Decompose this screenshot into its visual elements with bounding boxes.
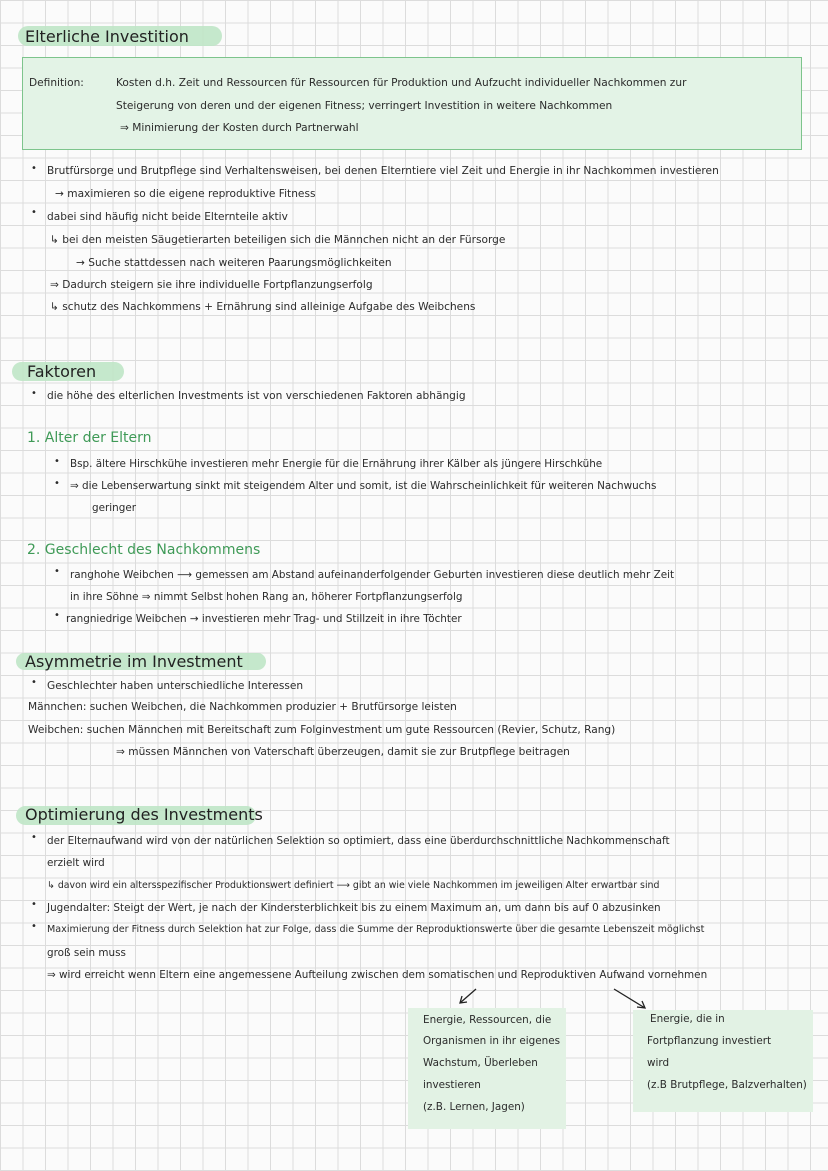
text-line: Jugendalter: Steigt der Wert, je nach der Kindersterblichkeit bis zu einem Maximum an, um dann bis auf 0 abzusinken <box>47 902 661 914</box>
box-line: investieren <box>423 1079 481 1091</box>
box-line: Energie, die in <box>650 1013 725 1025</box>
bullet-dot: • <box>31 388 37 399</box>
bullet-dot: • <box>31 207 37 218</box>
bullet-dot: • <box>31 163 37 174</box>
text-line: rangniedrige Weibchen → investieren mehr Trag- und Stillzeit in ihre Töchter <box>66 613 462 625</box>
text-line: Männchen: suchen Weibchen, die Nachkommen produzier + Brutfürsorge leisten <box>28 701 457 713</box>
text-line: Brutfürsorge und Brutpflege sind Verhaltensweisen, bei denen Elterntiere viel Zeit und Energie in ihr Nachkommen investieren <box>47 165 719 177</box>
text-line: ⇒ wird erreicht wenn Eltern eine angemessene Aufteilung zwischen dem somatischen und Reproduktiven Aufwand vornehmen <box>47 969 708 981</box>
text-line: ↳ davon wird ein altersspezifischer Produktionswert definiert ⟶ gibt an wie viele Nachkommen im jeweiligen Alter erwartbar sind <box>47 880 660 891</box>
text-line: groß sein muss <box>47 947 126 959</box>
section-title-optimierung: Optimierung des Investments <box>25 805 263 824</box>
definition-line: ⇒ Minimierung der Kosten durch Partnerwahl <box>120 122 359 134</box>
box-line: wird <box>647 1057 670 1069</box>
text-line: ↳ bei den meisten Säugetierarten beteiligen sich die Männchen nicht an der Fürsorge <box>50 234 506 246</box>
definition-line: Kosten d.h. Zeit und Ressourcen für Ressourcen für Produktion und Aufzucht individueller Nachkommen zur <box>116 77 687 89</box>
text-line: ↳ schutz des Nachkommens + Ernährung sind alleinige Aufgabe des Weibchens <box>50 301 476 313</box>
section-title-elterliche-investition: Elterliche Investition <box>25 27 189 46</box>
section-title-asymmetrie: Asymmetrie im Investment <box>25 652 243 671</box>
box-line: (z.B. Lernen, Jagen) <box>423 1101 525 1113</box>
bullet-dot: • <box>31 899 37 910</box>
bullet-dot: • <box>54 478 60 489</box>
definition-line: Steigerung von deren und der eigenen Fitness; verringert Investition in weitere Nachkommen <box>116 100 613 112</box>
bullet-dot: • <box>54 610 60 621</box>
subheading-geschlecht: 2. Geschlecht des Nachkommens <box>27 542 261 558</box>
text-line: der Elternaufwand wird von der natürlichen Selektion so optimiert, dass eine überdurchschnittliche Nachkommenschaft <box>47 835 670 847</box>
text-line: geringer <box>92 502 136 514</box>
bullet-dot: • <box>54 456 60 467</box>
box-line: Organismen in ihr eigenes <box>423 1035 561 1047</box>
subheading-alter: 1. Alter der Eltern <box>27 430 152 446</box>
text-line: ranghohe Weibchen ⟶ gemessen am Abstand aufeinanderfolgender Geburten investieren diese deutlich mehr Zeit <box>70 569 675 581</box>
text-line: → Suche stattdessen nach weiteren Paarungsmöglichkeiten <box>76 257 392 269</box>
bullet-dot: • <box>31 677 37 688</box>
text-line: → maximieren so die eigene reproduktive Fitness <box>55 188 316 200</box>
text-line: ⇒ die Lebenserwartung sinkt mit steigendem Alter und somit, ist die Wahrscheinlichkeit für weiteren Nachwuchs <box>70 480 657 492</box>
definition-label: Definition: <box>29 77 84 89</box>
text-line: dabei sind häufig nicht beide Elternteile aktiv <box>47 211 288 223</box>
text-line: Bsp. ältere Hirschkühe investieren mehr Energie für die Ernährung ihrer Kälber als jüngere Hirschkühe <box>70 458 603 470</box>
text-line: Weibchen: suchen Männchen mit Bereitschaft zum Folginvestment um gute Ressourcen (Revier, Schutz, Rang) <box>28 724 616 736</box>
text-line: Maximierung der Fitness durch Selektion hat zur Folge, dass die Summe der Reproduktionswerte über die gesamte Lebenszeit möglichst <box>47 924 705 935</box>
text-line: ⇒ müssen Männchen von Vaterschaft überzeugen, damit sie zur Brutpflege beitragen <box>116 746 570 758</box>
text-line: in ihre Söhne ⇒ nimmt Selbst hohen Rang an, höherer Fortpflanzungserfolg <box>70 591 463 603</box>
box-line: Energie, Ressourcen, die <box>423 1014 552 1026</box>
box-line: (z.B Brutpflege, Balzverhalten) <box>647 1079 807 1091</box>
bullet-dot: • <box>31 921 37 932</box>
text-line: erzielt wird <box>47 857 105 869</box>
box-line: Wachstum, Überleben <box>423 1057 538 1069</box>
bullet-dot: • <box>31 832 37 843</box>
text-line: ⇒ Dadurch steigern sie ihre individuelle Fortpflanzungserfolg <box>50 279 373 291</box>
section-title-faktoren: Faktoren <box>27 362 97 381</box>
text-line: die höhe des elterlichen Investments ist von verschiedenen Faktoren abhängig <box>47 390 466 402</box>
text-line: Geschlechter haben unterschiedliche Interessen <box>47 680 304 692</box>
box-line: Fortpflanzung investiert <box>647 1035 772 1047</box>
bullet-dot: • <box>54 566 60 577</box>
